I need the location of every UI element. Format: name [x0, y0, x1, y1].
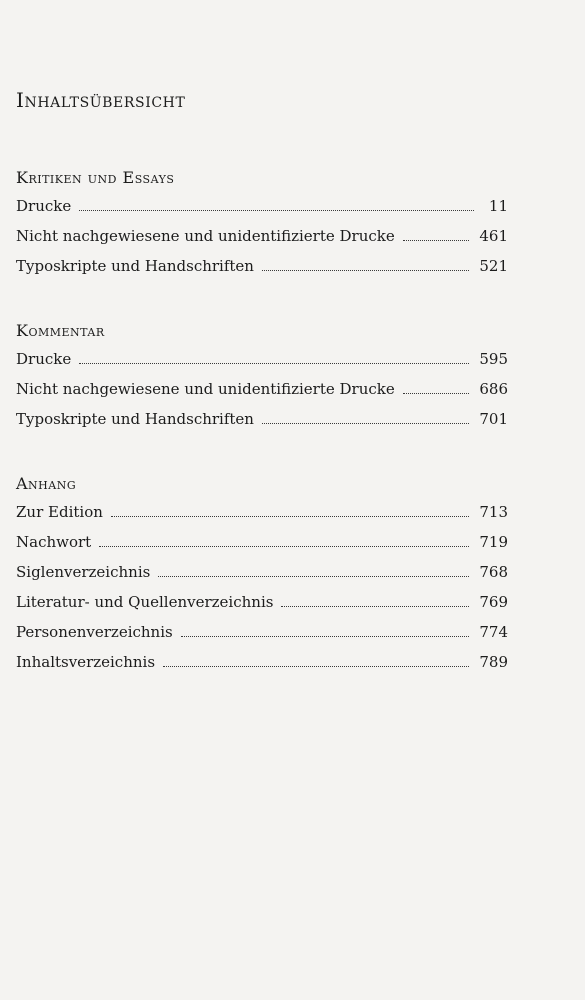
dot-leader	[403, 393, 470, 394]
toc-entry-label: Nicht nachgewiesene und unidentifizierte Drucke	[16, 380, 395, 398]
dot-leader	[403, 240, 470, 241]
toc-entry	[16, 557, 508, 587]
dot-leader	[281, 606, 469, 607]
toc-entry-label: Literatur- und Quellenverzeichnis	[16, 593, 274, 611]
dot-leader	[99, 546, 469, 547]
toc-entry-page: 461	[479, 227, 508, 245]
dot-leader	[262, 423, 469, 424]
toc-entry	[16, 527, 508, 557]
toc-entry-page: 768	[479, 563, 508, 581]
toc-entry	[16, 191, 508, 221]
page-title: Inhaltsübersicht	[16, 88, 186, 112]
dot-leader	[158, 576, 469, 577]
section-heading: Anhang	[16, 474, 77, 493]
toc-entry-label: Typoskripte und Handschriften	[16, 410, 254, 428]
toc-entry-page: 719	[479, 533, 508, 551]
toc-entry-label: Nachwort	[16, 533, 92, 551]
toc-section-kommentar	[16, 318, 508, 434]
toc-entry	[16, 344, 508, 374]
dot-leader	[79, 363, 469, 364]
dot-leader	[111, 516, 469, 517]
toc-entry-page: 774	[479, 623, 508, 641]
toc-section-kritiken	[16, 165, 508, 281]
toc-entry	[16, 617, 508, 647]
toc-entry-label: Typoskripte und Handschriften	[16, 257, 254, 275]
toc-entry-label: Inhaltsverzeichnis	[16, 653, 156, 671]
toc-entry-page: 11	[488, 197, 508, 215]
toc-entry-page: 686	[479, 380, 508, 398]
toc-entry-label: Personenverzeichnis	[16, 623, 173, 641]
toc-entry-page: 789	[479, 653, 508, 671]
toc-entry-page: 701	[479, 410, 508, 428]
toc-entry-label: Siglenverzeichnis	[16, 563, 151, 581]
toc-entry-label: Nicht nachgewiesene und unidentifizierte Drucke	[16, 227, 395, 245]
toc-section-anhang	[16, 471, 508, 677]
toc-entry	[16, 587, 508, 617]
toc-entry	[16, 251, 508, 281]
toc-entry-page: 521	[479, 257, 508, 275]
dot-leader	[262, 270, 469, 271]
dot-leader	[181, 636, 470, 637]
toc-entry-label: Zur Edition	[16, 503, 103, 521]
toc-entry	[16, 647, 508, 677]
toc-entry-label: Drucke	[16, 350, 72, 368]
toc-entry-page: 595	[479, 350, 508, 368]
dot-leader	[163, 666, 469, 667]
dot-leader	[79, 210, 474, 211]
toc-entry-page: 713	[479, 503, 508, 521]
toc-entry-page: 769	[479, 593, 508, 611]
section-heading: Kommentar	[16, 321, 105, 340]
toc-entry	[16, 374, 508, 404]
toc-entry	[16, 497, 508, 527]
toc-entry-label: Drucke	[16, 197, 72, 215]
section-heading: Kritiken und Essays	[16, 168, 175, 187]
toc-entry	[16, 404, 508, 434]
toc-entry	[16, 221, 508, 251]
